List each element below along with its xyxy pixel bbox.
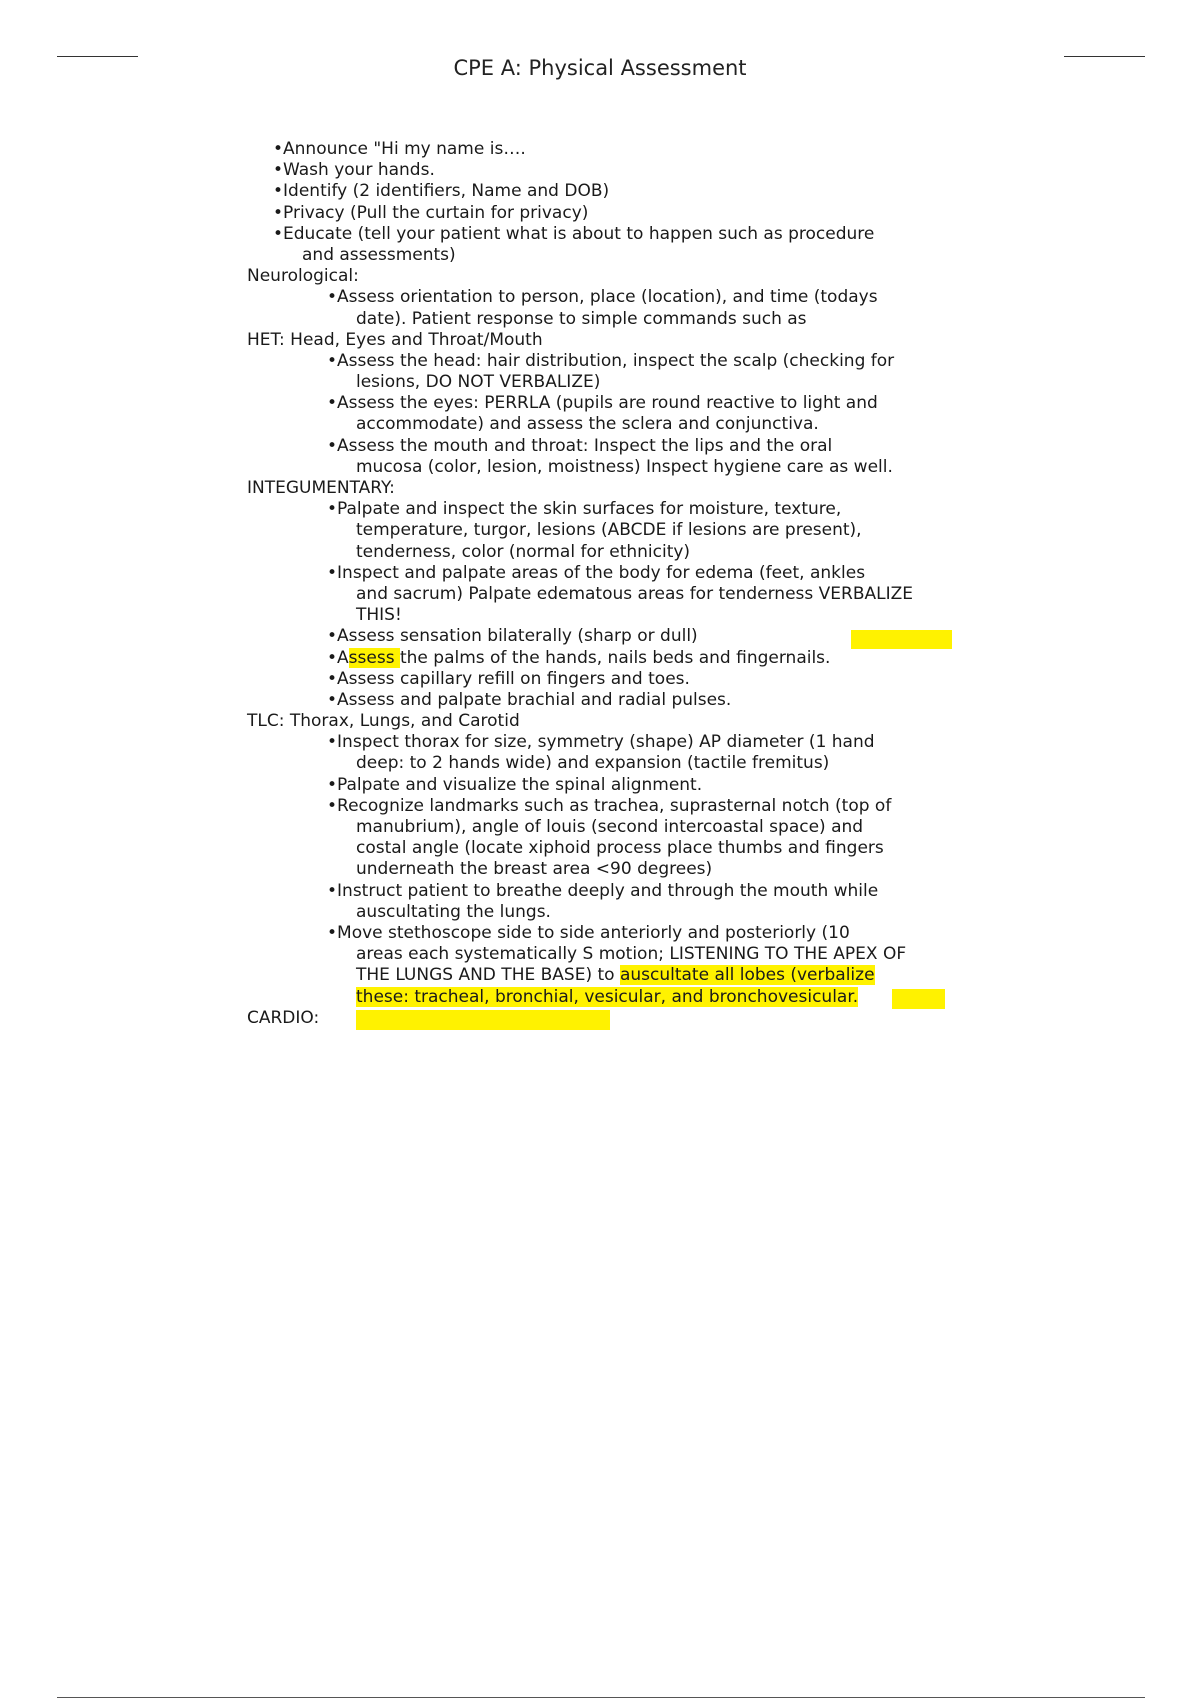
document-line: •Move stethoscope side to side anteriorly and posteriorly (10 [327,922,850,943]
document-line: •Instruct patient to breathe deeply and through the mouth while [327,880,879,901]
section-heading: HET: Head, Eyes and Throat/Mouth [247,329,543,350]
document-body [247,139,957,1029]
section-heading: TLC: Thorax, Lungs, and Carotid [247,711,520,732]
document-line: temperature, turgor, lesions (ABCDE if lesions are present), [356,520,862,541]
footer-rule [57,1697,1145,1698]
document-line [247,965,957,986]
document-line: •Assess the eyes: PERRLA (pupils are round reactive to light and [327,393,878,414]
document-line: •Assess sensation bilaterally (sharp or dull) [327,626,698,647]
document-line: •Palpate and visualize the spinal alignment. [327,774,703,795]
document-line: •Assess the head: hair distribution, inspect the scalp (checking for [327,350,895,371]
document-line: •Assess and palpate brachial and radial pulses. [327,689,732,710]
section-heading: CARDIO: [247,1007,320,1028]
document-line [247,648,957,669]
document-line: •Assess capillary refill on fingers and toes. [327,668,690,689]
document-line: •Inspect thorax for size, symmetry (shape) AP diameter (1 hand [327,732,875,753]
document-line: •Identify (2 identifiers, Name and DOB) [273,181,610,202]
document-line: •Inspect and palpate areas of the body for edema (feet, ankles [327,562,866,583]
document-line: lesions, DO NOT VERBALIZE) [356,372,601,393]
document-line: mucosa (color, lesion, moistness) Inspect hygiene care as well. [356,456,893,477]
document-line: costal angle (locate xiphoid process place thumbs and fingers [356,838,884,859]
section-heading: Neurological: [247,266,359,287]
line-text: •A [327,647,349,668]
document-line: underneath the breast area <90 degrees) [356,859,713,880]
document-line: accommodate) and assess the sclera and conjunctiva. [356,414,819,435]
document-line: •Recognize landmarks such as trachea, suprasternal notch (top of [327,795,892,816]
document-line: •Palpate and inspect the skin surfaces for moisture, texture, [327,499,842,520]
document-line: and assessments) [302,244,456,265]
document-line: deep: to 2 hands wide) and expansion (tactile fremitus) [356,753,830,774]
document-line: manubrium), angle of louis (second intercoastal space) and [356,817,864,837]
highlighted-text: auscultate all lobes (verbalize [619,965,875,986]
document-line: •Assess the mouth and throat: Inspect the lips and the oral [327,435,833,456]
document-line: •Announce "Hi my name is…. [273,139,526,159]
page-title: CPE A: Physical Assessment [453,56,747,80]
document-line: date). Patient response to simple commands such as [356,308,807,329]
document-line: •Educate (tell your patient what is about to happen such as procedure [273,223,875,244]
document-line: and sacrum) Palpate edematous areas for tenderness VERBALIZE [356,583,914,604]
document-line: THIS! [356,605,402,626]
document-line: tenderness, color (normal for ethnicity) [356,541,691,562]
document-line: areas each systematically S motion; LISTENING TO THE APEX OF [356,944,907,965]
document-line: auscultating the lungs. [356,901,551,922]
section-heading: INTEGUMENTARY: [247,478,395,498]
document-line: •Wash your hands. [273,160,435,181]
document-line: •Assess orientation to person, place (location), and time (todays [327,287,878,308]
document-line [247,987,957,1008]
line-text: THE LUNGS AND THE BASE) to [356,965,620,986]
line-text: the palms of the hands, nails beds and fingernails. [399,647,831,668]
highlighted-text: ssess [348,647,400,668]
document-line: •Privacy (Pull the curtain for privacy) [273,202,589,223]
highlighted-text: these: tracheal, bronchial, vesicular, and bronchovesicular. [356,986,859,1007]
